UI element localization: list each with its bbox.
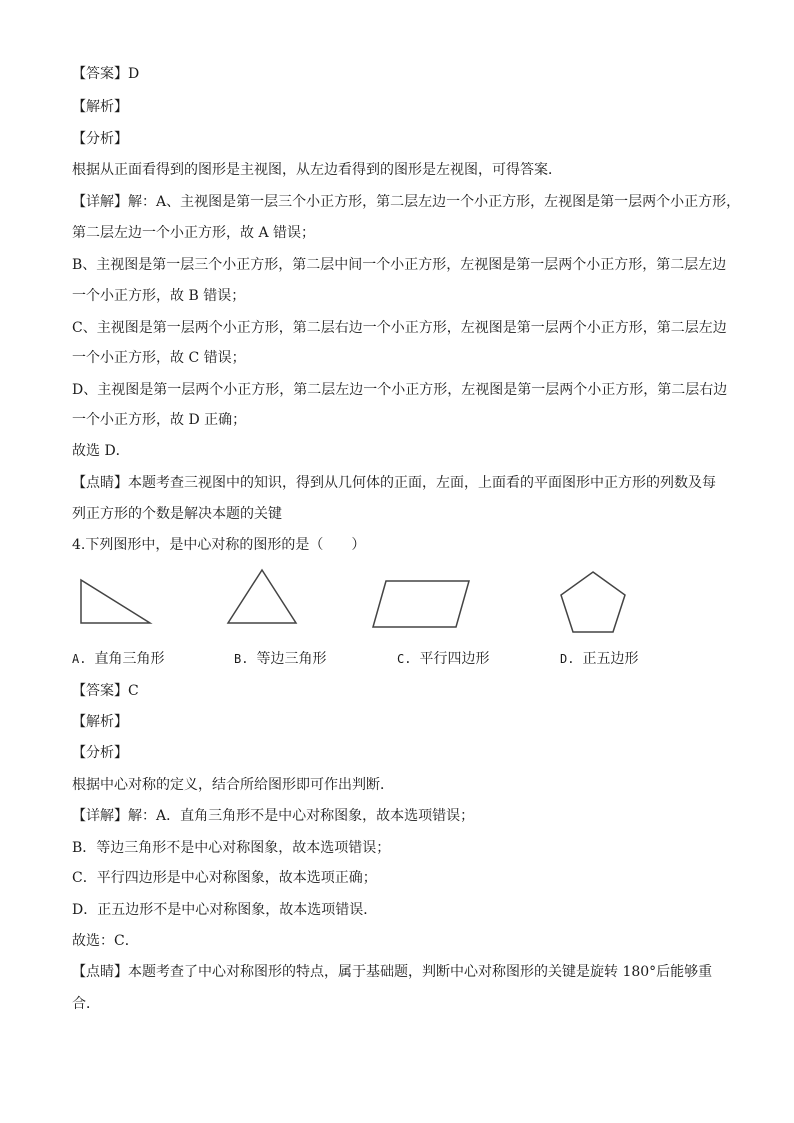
- q3-detail-line: B、主视图是第一层三个小正方形，第二层中间一个小正方形，左视图是第一层两个小正方形，第二层左边: [72, 257, 727, 273]
- q4-detail-line: C．平行四边形是中心对称图象，故本选项正确；: [72, 870, 377, 886]
- q3-detail-line: 【详解】解：A、主视图是第一层三个小正方形，第二层左边一个小正方形，左视图是第一层两个小正方形，: [72, 194, 741, 210]
- option-d: [560, 649, 638, 669]
- q4-detail-line: B．等边三角形不是中心对称图象，故本选项错误；: [72, 840, 391, 856]
- option-b: [234, 649, 326, 669]
- option-letter: C.: [397, 652, 412, 666]
- q3-detail-line: D、主视图是第一层两个小正方形，第二层左边一个小正方形，左视图是第一层两个小正方形，第二层右边: [72, 382, 728, 398]
- q4-choose: 故选：C．: [72, 933, 139, 949]
- q3-answer: 【答案】D: [72, 66, 140, 82]
- q4-comment-line: 合．: [72, 996, 100, 1012]
- q4-fenxi-header: 【分析】: [72, 745, 128, 761]
- q3-detail-line: 第二层左边一个小正方形，故 A 错误；: [72, 225, 316, 241]
- option-a: [72, 649, 164, 669]
- q3-choose: 故选 D．: [72, 443, 130, 459]
- option-letter: B.: [234, 652, 249, 666]
- option-letter: A.: [72, 652, 87, 666]
- option-label: 平行四边形: [419, 651, 490, 667]
- q4-answer: 【答案】C: [72, 683, 139, 699]
- q4-detail-line: D．正五边形不是中心对称图象，故本选项错误．: [72, 902, 378, 918]
- option-c: [397, 649, 489, 669]
- q4-fenxi-text: 根据中心对称的定义，结合所给图形即可作出判断．: [72, 777, 394, 793]
- q3-detail-line: 一个小正方形，故 B 错误；: [72, 288, 246, 304]
- regular-pentagon-figure: [557, 569, 629, 635]
- q3-fenxi-text: 根据从正面看得到的图形是主视图，从左边看得到的图形是左视图，可得答案．: [72, 162, 562, 178]
- q4-comment-line: 【点睛】本题考查了中心对称图形的特点，属于基础题，判断中心对称图形的关键是旋转 180°后能够重: [72, 964, 713, 980]
- q3-comment-line: 【点睛】本题考查三视图中的知识，得到从几何体的正面，左面，上面看的平面图形中正方形的列数及每: [72, 475, 716, 491]
- right-triangle-figure: [78, 577, 154, 627]
- q3-fenxi-header: 【分析】: [72, 131, 128, 147]
- option-letter: D.: [560, 652, 575, 666]
- option-label: 正五边形: [582, 651, 639, 667]
- parallelogram-figure: [370, 578, 472, 630]
- q4-detail-line: 【详解】解：A．直角三角形不是中心对称图象，故本选项错误；: [72, 808, 475, 824]
- option-label: 直角三角形: [94, 651, 165, 667]
- q3-detail-line: 一个小正方形，故 C 错误；: [72, 350, 246, 366]
- q3-analysis-header: 【解析】: [72, 99, 128, 115]
- option-label: 等边三角形: [256, 651, 327, 667]
- q4-analysis-header: 【解析】: [72, 714, 128, 730]
- equilateral-triangle-figure: [224, 567, 300, 627]
- q3-comment-line: 列正方形的个数是解决本题的关键: [72, 506, 282, 522]
- q3-detail-line: C、主视图是第一层两个小正方形，第二层右边一个小正方形，左视图是第一层两个小正方形，第二层左边: [72, 320, 727, 336]
- q4-question: 4.下列图形中，是中心对称的图形的是（ ）: [72, 537, 366, 553]
- q3-detail-line: 一个小正方形，故 D 正确；: [72, 412, 247, 428]
